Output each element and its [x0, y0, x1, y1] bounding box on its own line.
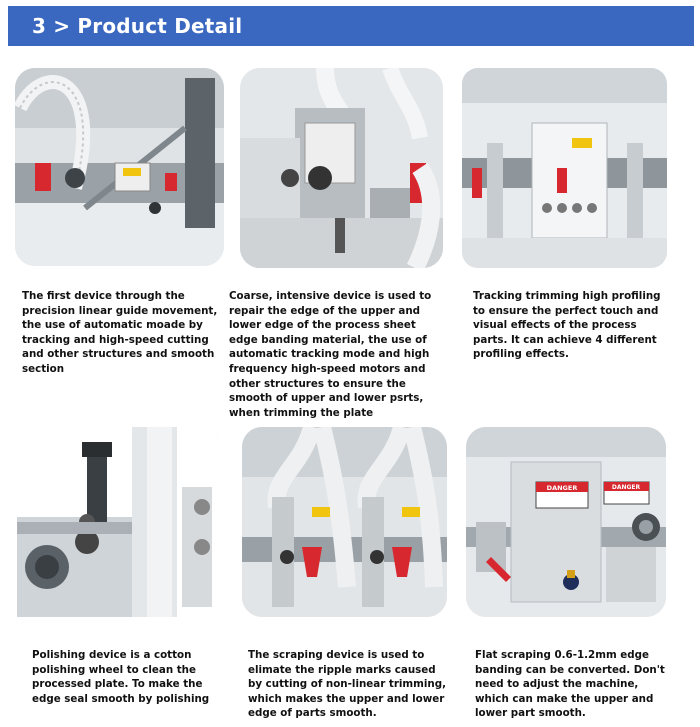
warning-label-left: DANGER	[546, 484, 578, 492]
product-photo-pre-milling	[15, 68, 224, 266]
section-title: 3 > Product Detail	[32, 14, 243, 38]
product-photo-coarse-trimming	[240, 68, 443, 268]
warning-label-right: DANGER	[611, 484, 641, 491]
caption-flat-scraping: Flat scraping 0.6-1.2mm edge banding can be converted. Don't need to adjust the machine, which can make the upper and lower part smooth.	[475, 649, 665, 720]
product-photo-tracking-trimming	[462, 68, 667, 268]
caption-coarse-trimming: Coarse, intensive device is used to repair the edge of the upper and lower edge of the process sheet edge banding material, the use of automatic tracking mode and high frequency high-speed motors and other structures to ensure the smooth of upper and lower psrts, when trimming the plate	[229, 290, 432, 419]
section-header	[8, 6, 694, 46]
caption-pre-milling: The first device through the precision linear guide movement, the use of automatic moade by tracking and high-speed cutting and other structures and smooth section	[22, 290, 218, 375]
product-photo-polishing	[17, 427, 219, 617]
caption-tracking-trimming: Tracking trimming high profiling to ensure the perfect touch and visual effects of the process parts. It can achieve 4 different profiling effects.	[473, 290, 661, 361]
caption-scraping: The scraping device is used to elimate the ripple marks caused by cutting of non-linear trimming, which makes the upper and lower edge of parts smooth.	[248, 649, 447, 720]
product-photo-scraping	[242, 427, 447, 617]
caption-polishing: Polishing device is a cotton polishing wheel to clean the processed plate. To make the edge seal smooth by polishing	[32, 649, 210, 705]
product-photo-flat-scraping	[466, 427, 666, 617]
